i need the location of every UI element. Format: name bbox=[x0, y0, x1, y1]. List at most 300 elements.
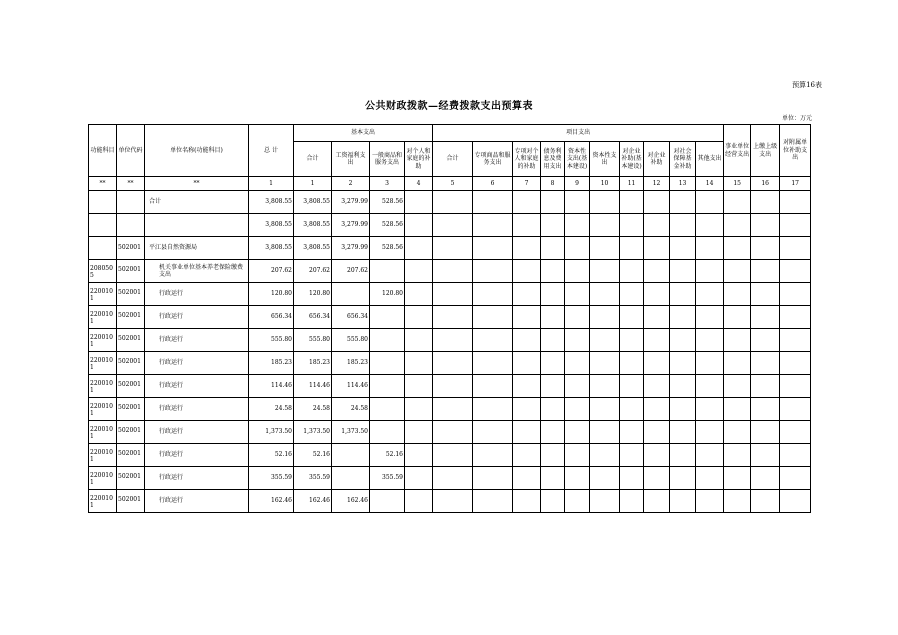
empty-cell bbox=[780, 237, 811, 260]
goods-cell bbox=[370, 352, 405, 375]
empty-cell bbox=[513, 260, 541, 283]
empty-cell bbox=[541, 375, 565, 398]
empty-cell bbox=[670, 467, 696, 490]
goods-cell: 120.80 bbox=[370, 283, 405, 306]
empty-cell bbox=[644, 214, 670, 237]
empty-cell bbox=[433, 260, 473, 283]
func-code-cell bbox=[89, 191, 117, 214]
empty-cell bbox=[644, 283, 670, 306]
column-number-row bbox=[89, 177, 811, 191]
empty-cell bbox=[473, 490, 513, 513]
empty-cell bbox=[620, 467, 644, 490]
empty-cell bbox=[644, 398, 670, 421]
basic-total-cell: 114.46 bbox=[294, 375, 332, 398]
goods-cell: 528.56 bbox=[370, 191, 405, 214]
empty-cell bbox=[724, 398, 751, 421]
empty-cell bbox=[565, 398, 590, 421]
empty-cell bbox=[780, 191, 811, 214]
wage-cell: 162.46 bbox=[332, 490, 370, 513]
goods-cell: 355.59 bbox=[370, 467, 405, 490]
unit-name-cell bbox=[145, 214, 249, 237]
wage-cell: 185.23 bbox=[332, 352, 370, 375]
empty-cell bbox=[473, 421, 513, 444]
empty-cell bbox=[433, 467, 473, 490]
empty-cell bbox=[541, 421, 565, 444]
empty-cell bbox=[513, 352, 541, 375]
empty-cell bbox=[644, 237, 670, 260]
empty-cell bbox=[644, 421, 670, 444]
unit-code-cell: 502001 bbox=[117, 329, 145, 352]
empty-cell bbox=[590, 329, 620, 352]
empty-cell bbox=[513, 490, 541, 513]
column-number: 6 bbox=[473, 177, 513, 191]
header-unit-code: 单位代码 bbox=[117, 125, 145, 177]
total-cell: 114.46 bbox=[249, 375, 294, 398]
func-code-cell: 2200101 bbox=[89, 375, 117, 398]
column-number: 17 bbox=[780, 177, 811, 191]
table-row bbox=[89, 375, 811, 398]
empty-cell bbox=[670, 375, 696, 398]
empty-cell bbox=[565, 352, 590, 375]
empty-cell bbox=[724, 421, 751, 444]
basic-total-cell: 3,808.55 bbox=[294, 237, 332, 260]
unit-code-cell: 502001 bbox=[117, 352, 145, 375]
goods-cell bbox=[370, 329, 405, 352]
empty-cell bbox=[405, 352, 433, 375]
empty-cell bbox=[590, 375, 620, 398]
empty-cell bbox=[620, 329, 644, 352]
empty-cell bbox=[473, 260, 513, 283]
total-cell: 1,373.50 bbox=[249, 421, 294, 444]
func-code-cell: 2200101 bbox=[89, 490, 117, 513]
empty-cell bbox=[751, 191, 780, 214]
empty-cell bbox=[751, 306, 780, 329]
column-number: 14 bbox=[696, 177, 724, 191]
wage-cell: 555.80 bbox=[332, 329, 370, 352]
total-cell: 24.58 bbox=[249, 398, 294, 421]
empty-cell bbox=[590, 306, 620, 329]
empty-cell bbox=[433, 214, 473, 237]
basic-total-cell: 24.58 bbox=[294, 398, 332, 421]
empty-cell bbox=[724, 283, 751, 306]
table-row bbox=[89, 237, 811, 260]
unit-name-cell: 行政运行 bbox=[145, 398, 249, 421]
header-shiye: 事业单位经营支出 bbox=[724, 125, 751, 177]
empty-cell bbox=[405, 237, 433, 260]
unit-code-cell: 502001 bbox=[117, 283, 145, 306]
goods-cell bbox=[370, 398, 405, 421]
header-fushu: 对附属单位补助支出 bbox=[780, 125, 811, 177]
basic-total-cell: 656.34 bbox=[294, 306, 332, 329]
table-row bbox=[89, 490, 811, 513]
basic-total-cell: 207.62 bbox=[294, 260, 332, 283]
table-row bbox=[89, 306, 811, 329]
empty-cell bbox=[670, 398, 696, 421]
empty-cell bbox=[541, 306, 565, 329]
empty-cell bbox=[405, 329, 433, 352]
unit-code-cell: 502001 bbox=[117, 237, 145, 260]
empty-cell bbox=[696, 421, 724, 444]
empty-cell bbox=[724, 329, 751, 352]
empty-cell bbox=[620, 421, 644, 444]
total-cell: 656.34 bbox=[249, 306, 294, 329]
empty-cell bbox=[405, 490, 433, 513]
empty-cell bbox=[696, 260, 724, 283]
empty-cell bbox=[473, 375, 513, 398]
wage-cell: 1,373.50 bbox=[332, 421, 370, 444]
empty-cell bbox=[644, 329, 670, 352]
empty-cell bbox=[565, 421, 590, 444]
empty-cell bbox=[620, 214, 644, 237]
empty-cell bbox=[473, 398, 513, 421]
empty-cell bbox=[644, 467, 670, 490]
empty-cell bbox=[644, 191, 670, 214]
empty-cell bbox=[724, 444, 751, 467]
empty-cell bbox=[513, 375, 541, 398]
wage-cell: 114.46 bbox=[332, 375, 370, 398]
total-cell: 555.80 bbox=[249, 329, 294, 352]
column-number: 3 bbox=[370, 177, 405, 191]
header-basic-sub: 工资福利支出 bbox=[332, 142, 370, 177]
unit-label: 单位：万元 bbox=[781, 115, 812, 122]
empty-cell bbox=[433, 375, 473, 398]
empty-cell bbox=[696, 398, 724, 421]
header-unit-name: 单位名称(功能科目) bbox=[145, 125, 249, 177]
unit-name-cell: 合计 bbox=[145, 191, 249, 214]
unit-code-cell bbox=[117, 191, 145, 214]
empty-cell bbox=[724, 306, 751, 329]
func-code-cell: 2200101 bbox=[89, 398, 117, 421]
empty-cell bbox=[620, 352, 644, 375]
table-row bbox=[89, 214, 811, 237]
empty-cell bbox=[565, 283, 590, 306]
empty-cell bbox=[644, 352, 670, 375]
empty-cell bbox=[724, 260, 751, 283]
header-project-sub: 对企业补助(基本建设) bbox=[620, 142, 644, 177]
table-row bbox=[89, 329, 811, 352]
goods-cell bbox=[370, 260, 405, 283]
func-code-cell: 2200101 bbox=[89, 306, 117, 329]
column-number: 7 bbox=[513, 177, 541, 191]
empty-cell bbox=[620, 260, 644, 283]
total-cell: 3,808.55 bbox=[249, 237, 294, 260]
empty-cell bbox=[405, 444, 433, 467]
unit-name-cell: 行政运行 bbox=[145, 444, 249, 467]
empty-cell bbox=[590, 444, 620, 467]
func-code-cell: 2200101 bbox=[89, 421, 117, 444]
empty-cell bbox=[751, 329, 780, 352]
header-project-sub: 合计 bbox=[433, 142, 473, 177]
wage-cell: 656.34 bbox=[332, 306, 370, 329]
wage-cell bbox=[332, 444, 370, 467]
basic-total-cell: 185.23 bbox=[294, 352, 332, 375]
unit-code-cell: 502001 bbox=[117, 375, 145, 398]
func-code-cell: 2200101 bbox=[89, 467, 117, 490]
header-project-sub: 资本性支出(基本建设) bbox=[565, 142, 590, 177]
empty-cell bbox=[696, 490, 724, 513]
empty-cell bbox=[590, 260, 620, 283]
empty-cell bbox=[473, 352, 513, 375]
basic-total-cell: 162.46 bbox=[294, 490, 332, 513]
unit-name-cell: 行政运行 bbox=[145, 329, 249, 352]
empty-cell bbox=[670, 214, 696, 237]
empty-cell bbox=[751, 283, 780, 306]
empty-cell bbox=[590, 421, 620, 444]
empty-cell bbox=[590, 490, 620, 513]
empty-cell bbox=[513, 237, 541, 260]
unit-name-cell: 行政运行 bbox=[145, 283, 249, 306]
column-number: 13 bbox=[670, 177, 696, 191]
empty-cell bbox=[405, 467, 433, 490]
empty-cell bbox=[780, 352, 811, 375]
empty-cell bbox=[670, 260, 696, 283]
empty-cell bbox=[473, 237, 513, 260]
empty-cell bbox=[541, 191, 565, 214]
empty-cell bbox=[780, 214, 811, 237]
empty-cell bbox=[405, 306, 433, 329]
goods-cell bbox=[370, 306, 405, 329]
empty-cell bbox=[513, 467, 541, 490]
header-project-sub: 对社会保障基金补助 bbox=[670, 142, 696, 177]
empty-cell bbox=[724, 214, 751, 237]
empty-cell bbox=[751, 398, 780, 421]
empty-cell bbox=[724, 191, 751, 214]
empty-cell bbox=[751, 237, 780, 260]
unit-name-cell: 平江县自然资源局 bbox=[145, 237, 249, 260]
column-number: ** bbox=[117, 177, 145, 191]
empty-cell bbox=[696, 306, 724, 329]
basic-total-cell: 1,373.50 bbox=[294, 421, 332, 444]
empty-cell bbox=[780, 283, 811, 306]
empty-cell bbox=[405, 283, 433, 306]
empty-cell bbox=[620, 191, 644, 214]
header-basic-sub: 合计 bbox=[294, 142, 332, 177]
empty-cell bbox=[433, 398, 473, 421]
unit-code-cell: 502001 bbox=[117, 467, 145, 490]
goods-cell bbox=[370, 375, 405, 398]
empty-cell bbox=[751, 375, 780, 398]
empty-cell bbox=[751, 490, 780, 513]
table-row bbox=[89, 421, 811, 444]
empty-cell bbox=[696, 237, 724, 260]
empty-cell bbox=[751, 444, 780, 467]
empty-cell bbox=[670, 283, 696, 306]
empty-cell bbox=[670, 444, 696, 467]
empty-cell bbox=[670, 490, 696, 513]
goods-cell: 528.56 bbox=[370, 237, 405, 260]
empty-cell bbox=[405, 421, 433, 444]
empty-cell bbox=[565, 329, 590, 352]
header-func-code: 功能科目 bbox=[89, 125, 117, 177]
empty-cell bbox=[473, 329, 513, 352]
column-number: ** bbox=[145, 177, 249, 191]
header-project-sub: 专项商品和服务支出 bbox=[473, 142, 513, 177]
empty-cell bbox=[590, 237, 620, 260]
empty-cell bbox=[670, 352, 696, 375]
empty-cell bbox=[590, 467, 620, 490]
empty-cell bbox=[620, 398, 644, 421]
basic-total-cell: 555.80 bbox=[294, 329, 332, 352]
empty-cell bbox=[513, 398, 541, 421]
basic-total-cell: 120.80 bbox=[294, 283, 332, 306]
empty-cell bbox=[590, 214, 620, 237]
empty-cell bbox=[751, 352, 780, 375]
empty-cell bbox=[541, 490, 565, 513]
header-basic-sub: 对个人和家庭的补助 bbox=[405, 142, 433, 177]
wage-cell: 207.62 bbox=[332, 260, 370, 283]
empty-cell bbox=[433, 237, 473, 260]
empty-cell bbox=[590, 398, 620, 421]
empty-cell bbox=[670, 237, 696, 260]
table-row bbox=[89, 283, 811, 306]
empty-cell bbox=[780, 467, 811, 490]
empty-cell bbox=[590, 191, 620, 214]
unit-code-cell bbox=[117, 214, 145, 237]
empty-cell bbox=[620, 283, 644, 306]
header-project: 项目支出 bbox=[433, 125, 724, 142]
empty-cell bbox=[541, 283, 565, 306]
empty-cell bbox=[696, 375, 724, 398]
empty-cell bbox=[565, 214, 590, 237]
empty-cell bbox=[405, 214, 433, 237]
header-project-sub: 其他支出 bbox=[696, 142, 724, 177]
column-number: ** bbox=[89, 177, 117, 191]
empty-cell bbox=[433, 191, 473, 214]
empty-cell bbox=[696, 329, 724, 352]
table-row bbox=[89, 352, 811, 375]
empty-cell bbox=[620, 237, 644, 260]
empty-cell bbox=[473, 444, 513, 467]
column-number: 2 bbox=[332, 177, 370, 191]
wage-cell bbox=[332, 283, 370, 306]
column-number: 1 bbox=[294, 177, 332, 191]
empty-cell bbox=[724, 237, 751, 260]
total-cell: 162.46 bbox=[249, 490, 294, 513]
total-cell: 3,808.55 bbox=[249, 191, 294, 214]
empty-cell bbox=[513, 421, 541, 444]
empty-cell bbox=[751, 467, 780, 490]
column-number: 9 bbox=[565, 177, 590, 191]
func-code-cell bbox=[89, 237, 117, 260]
empty-cell bbox=[620, 444, 644, 467]
empty-cell bbox=[751, 260, 780, 283]
unit-code-cell: 502001 bbox=[117, 421, 145, 444]
column-number: 4 bbox=[405, 177, 433, 191]
empty-cell bbox=[724, 490, 751, 513]
empty-cell bbox=[644, 490, 670, 513]
empty-cell bbox=[405, 375, 433, 398]
empty-cell bbox=[541, 214, 565, 237]
empty-cell bbox=[565, 444, 590, 467]
empty-cell bbox=[751, 214, 780, 237]
empty-cell bbox=[780, 306, 811, 329]
empty-cell bbox=[670, 329, 696, 352]
column-number: 15 bbox=[724, 177, 751, 191]
empty-cell bbox=[565, 375, 590, 398]
header-project-sub: 债务利息及费用支出 bbox=[541, 142, 565, 177]
empty-cell bbox=[780, 490, 811, 513]
wage-cell: 3,279.99 bbox=[332, 214, 370, 237]
empty-cell bbox=[541, 467, 565, 490]
empty-cell bbox=[405, 398, 433, 421]
empty-cell bbox=[473, 306, 513, 329]
wage-cell: 24.58 bbox=[332, 398, 370, 421]
header-project-sub: 对企业补助 bbox=[644, 142, 670, 177]
total-cell: 355.59 bbox=[249, 467, 294, 490]
column-number: 1 bbox=[249, 177, 294, 191]
empty-cell bbox=[541, 444, 565, 467]
header-project-sub: 专项对个人和家庭的补助 bbox=[513, 142, 541, 177]
empty-cell bbox=[565, 260, 590, 283]
basic-total-cell: 52.16 bbox=[294, 444, 332, 467]
column-number: 12 bbox=[644, 177, 670, 191]
column-number: 5 bbox=[433, 177, 473, 191]
func-code-cell: 2200101 bbox=[89, 329, 117, 352]
empty-cell bbox=[780, 260, 811, 283]
unit-code-cell: 502001 bbox=[117, 398, 145, 421]
empty-cell bbox=[405, 260, 433, 283]
empty-cell bbox=[780, 375, 811, 398]
func-code-cell: 2200101 bbox=[89, 444, 117, 467]
empty-cell bbox=[670, 306, 696, 329]
empty-cell bbox=[433, 352, 473, 375]
budget-table bbox=[88, 124, 811, 513]
empty-cell bbox=[590, 283, 620, 306]
unit-name-cell: 机关事业单位基本养老保险缴费支出 bbox=[145, 260, 249, 283]
table-row bbox=[89, 191, 811, 214]
table-row bbox=[89, 444, 811, 467]
form-number: 预算16表 bbox=[792, 81, 822, 89]
empty-cell bbox=[620, 490, 644, 513]
empty-cell bbox=[780, 421, 811, 444]
total-cell: 185.23 bbox=[249, 352, 294, 375]
empty-cell bbox=[565, 490, 590, 513]
column-number: 16 bbox=[751, 177, 780, 191]
empty-cell bbox=[696, 444, 724, 467]
empty-cell bbox=[696, 352, 724, 375]
empty-cell bbox=[724, 375, 751, 398]
total-cell: 120.80 bbox=[249, 283, 294, 306]
table-row bbox=[89, 398, 811, 421]
empty-cell bbox=[644, 375, 670, 398]
empty-cell bbox=[513, 283, 541, 306]
func-code-cell: 2200101 bbox=[89, 283, 117, 306]
empty-cell bbox=[513, 191, 541, 214]
goods-cell bbox=[370, 421, 405, 444]
total-cell: 3,808.55 bbox=[249, 214, 294, 237]
empty-cell bbox=[780, 444, 811, 467]
func-code-cell: 2080505 bbox=[89, 260, 117, 283]
basic-total-cell: 355.59 bbox=[294, 467, 332, 490]
basic-total-cell: 3,808.55 bbox=[294, 214, 332, 237]
unit-name-cell: 行政运行 bbox=[145, 306, 249, 329]
empty-cell bbox=[644, 444, 670, 467]
basic-total-cell: 3,808.55 bbox=[294, 191, 332, 214]
table-row bbox=[89, 467, 811, 490]
wage-cell: 3,279.99 bbox=[332, 237, 370, 260]
empty-cell bbox=[513, 214, 541, 237]
unit-name-cell: 行政运行 bbox=[145, 352, 249, 375]
empty-cell bbox=[513, 329, 541, 352]
empty-cell bbox=[644, 306, 670, 329]
func-code-cell: 2200101 bbox=[89, 352, 117, 375]
unit-code-cell: 502001 bbox=[117, 260, 145, 283]
page-title: 公共财政拨款—经费拨款支出预算表 bbox=[365, 101, 533, 112]
table-row bbox=[89, 260, 811, 283]
empty-cell bbox=[696, 467, 724, 490]
empty-cell bbox=[405, 191, 433, 214]
empty-cell bbox=[620, 306, 644, 329]
